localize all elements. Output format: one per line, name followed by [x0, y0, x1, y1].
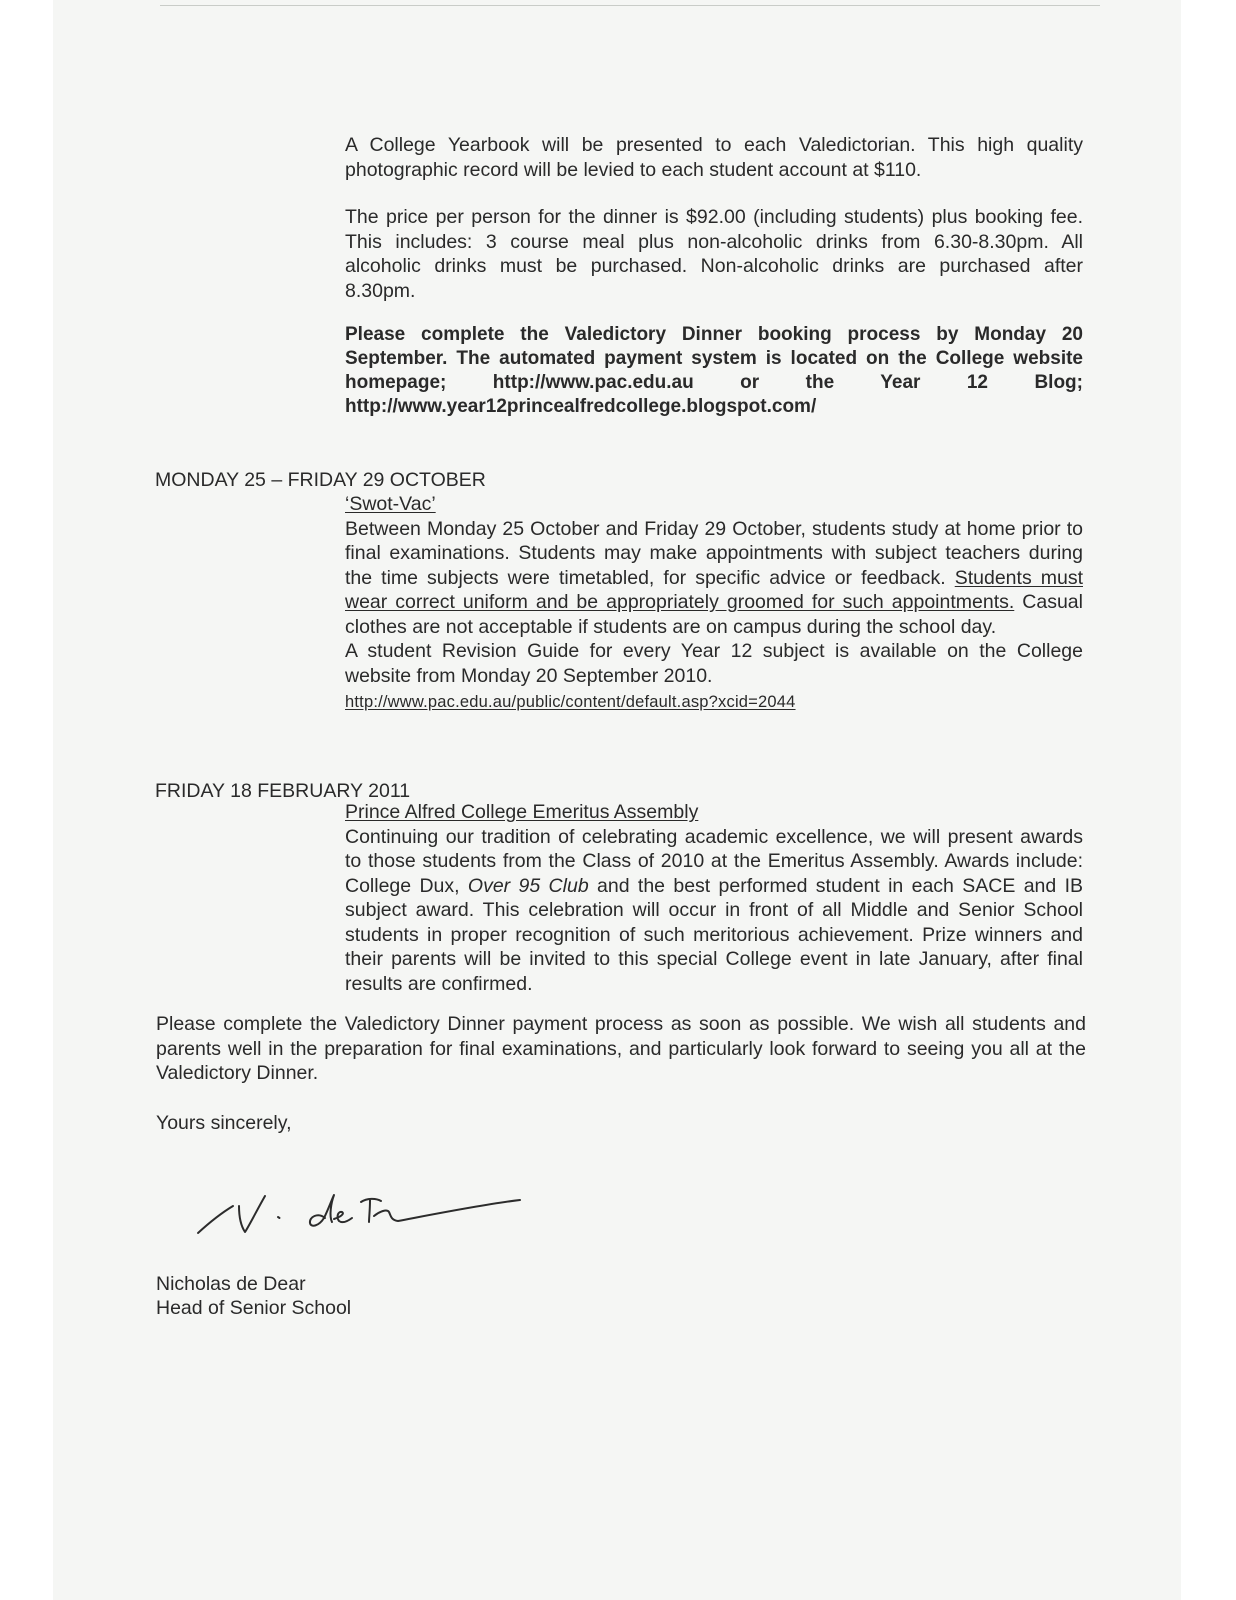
- uniform-requirement: Students must wear correct uniform and be appropriately groomed for such appointments.: [345, 566, 1083, 613]
- revision-guide-link[interactable]: http://www.pac.edu.au/public/content/default.asp?xcid=2044: [345, 693, 796, 711]
- signatory-name: Nicholas de Dear: [156, 1273, 306, 1295]
- emeritus-paragraph: [345, 825, 1083, 997]
- swotvac-body-start: Between Monday 25 October and Friday 29 October, students study at home prior to final examinations. Students may make appointments with subject teachers during the time subjects were timetabled, for specific advice or feedback.: [345, 517, 1083, 589]
- emeritus-body-start: Continuing our tradition of celebrating academic excellence, we will present awards to those students from the Class of 2010 at the Emeritus Assembly. Awards include: College Dux,: [345, 825, 1083, 897]
- yearbook-paragraph: A College Yearbook will be presented to each Valedictorian. This high quality photographic record will be levied to each student account at $110.: [345, 134, 1083, 181]
- emeritus-date-heading: FRIDAY 18 FEBRUARY 2011: [155, 780, 411, 802]
- swotvac-title: ‘Swot-Vac’: [345, 493, 436, 515]
- over-95-club: Over 95 Club: [467, 874, 589, 897]
- sign-off: Yours sincerely,: [156, 1112, 292, 1134]
- signature-image: [195, 1188, 535, 1258]
- emeritus-title: Prince Alfred College Emeritus Assembly: [345, 801, 699, 823]
- booking-deadline-paragraph: Please complete the Valedictory Dinner booking process by Monday 20 September. The automated payment system is located on the College website homepage; http://www.pac.edu.au or the Year 12 Blog; http://www.year12princealfredcollege.blogspot.com/: [345, 324, 1083, 417]
- swotvac-paragraph: [345, 517, 1083, 640]
- closing-paragraph: Please complete the Valedictory Dinner payment process as soon as possible. We wish all students and parents well in the preparation for final examinations, and particularly look forward to seeing you all at the Valedictory Dinner.: [156, 1013, 1086, 1084]
- swotvac-body-end: Casual clothes are not acceptable if students are on campus during the school day.: [345, 591, 1083, 638]
- emeritus-body-end: and the best performed student in each SACE and IB subject award. This celebration will occur in front of all Middle and Senior School students in proper recognition of such meritorious achievement. Prize winners and their parents will be invited to this special College event in late January, after final results are confirmed.: [345, 874, 1083, 995]
- swotvac-date-heading: MONDAY 25 – FRIDAY 29 OCTOBER: [155, 469, 486, 491]
- scan-edge-line: [160, 5, 1100, 6]
- revision-guide-paragraph: A student Revision Guide for every Year 12 subject is available on the College website from Monday 20 September 2010.: [345, 640, 1083, 687]
- dinner-price-paragraph: The price per person for the dinner is $92.00 (including students) plus booking fee. This includes: 3 course meal plus non-alcoholic drinks from 6.30-8.30pm. All alcoholic drinks must be purchased. Non-alcoholic drinks are purchased after 8.30pm.: [345, 206, 1083, 302]
- swotvac-section: [345, 492, 1083, 715]
- emeritus-section: [345, 800, 1083, 996]
- signatory-title: Head of Senior School: [156, 1297, 352, 1319]
